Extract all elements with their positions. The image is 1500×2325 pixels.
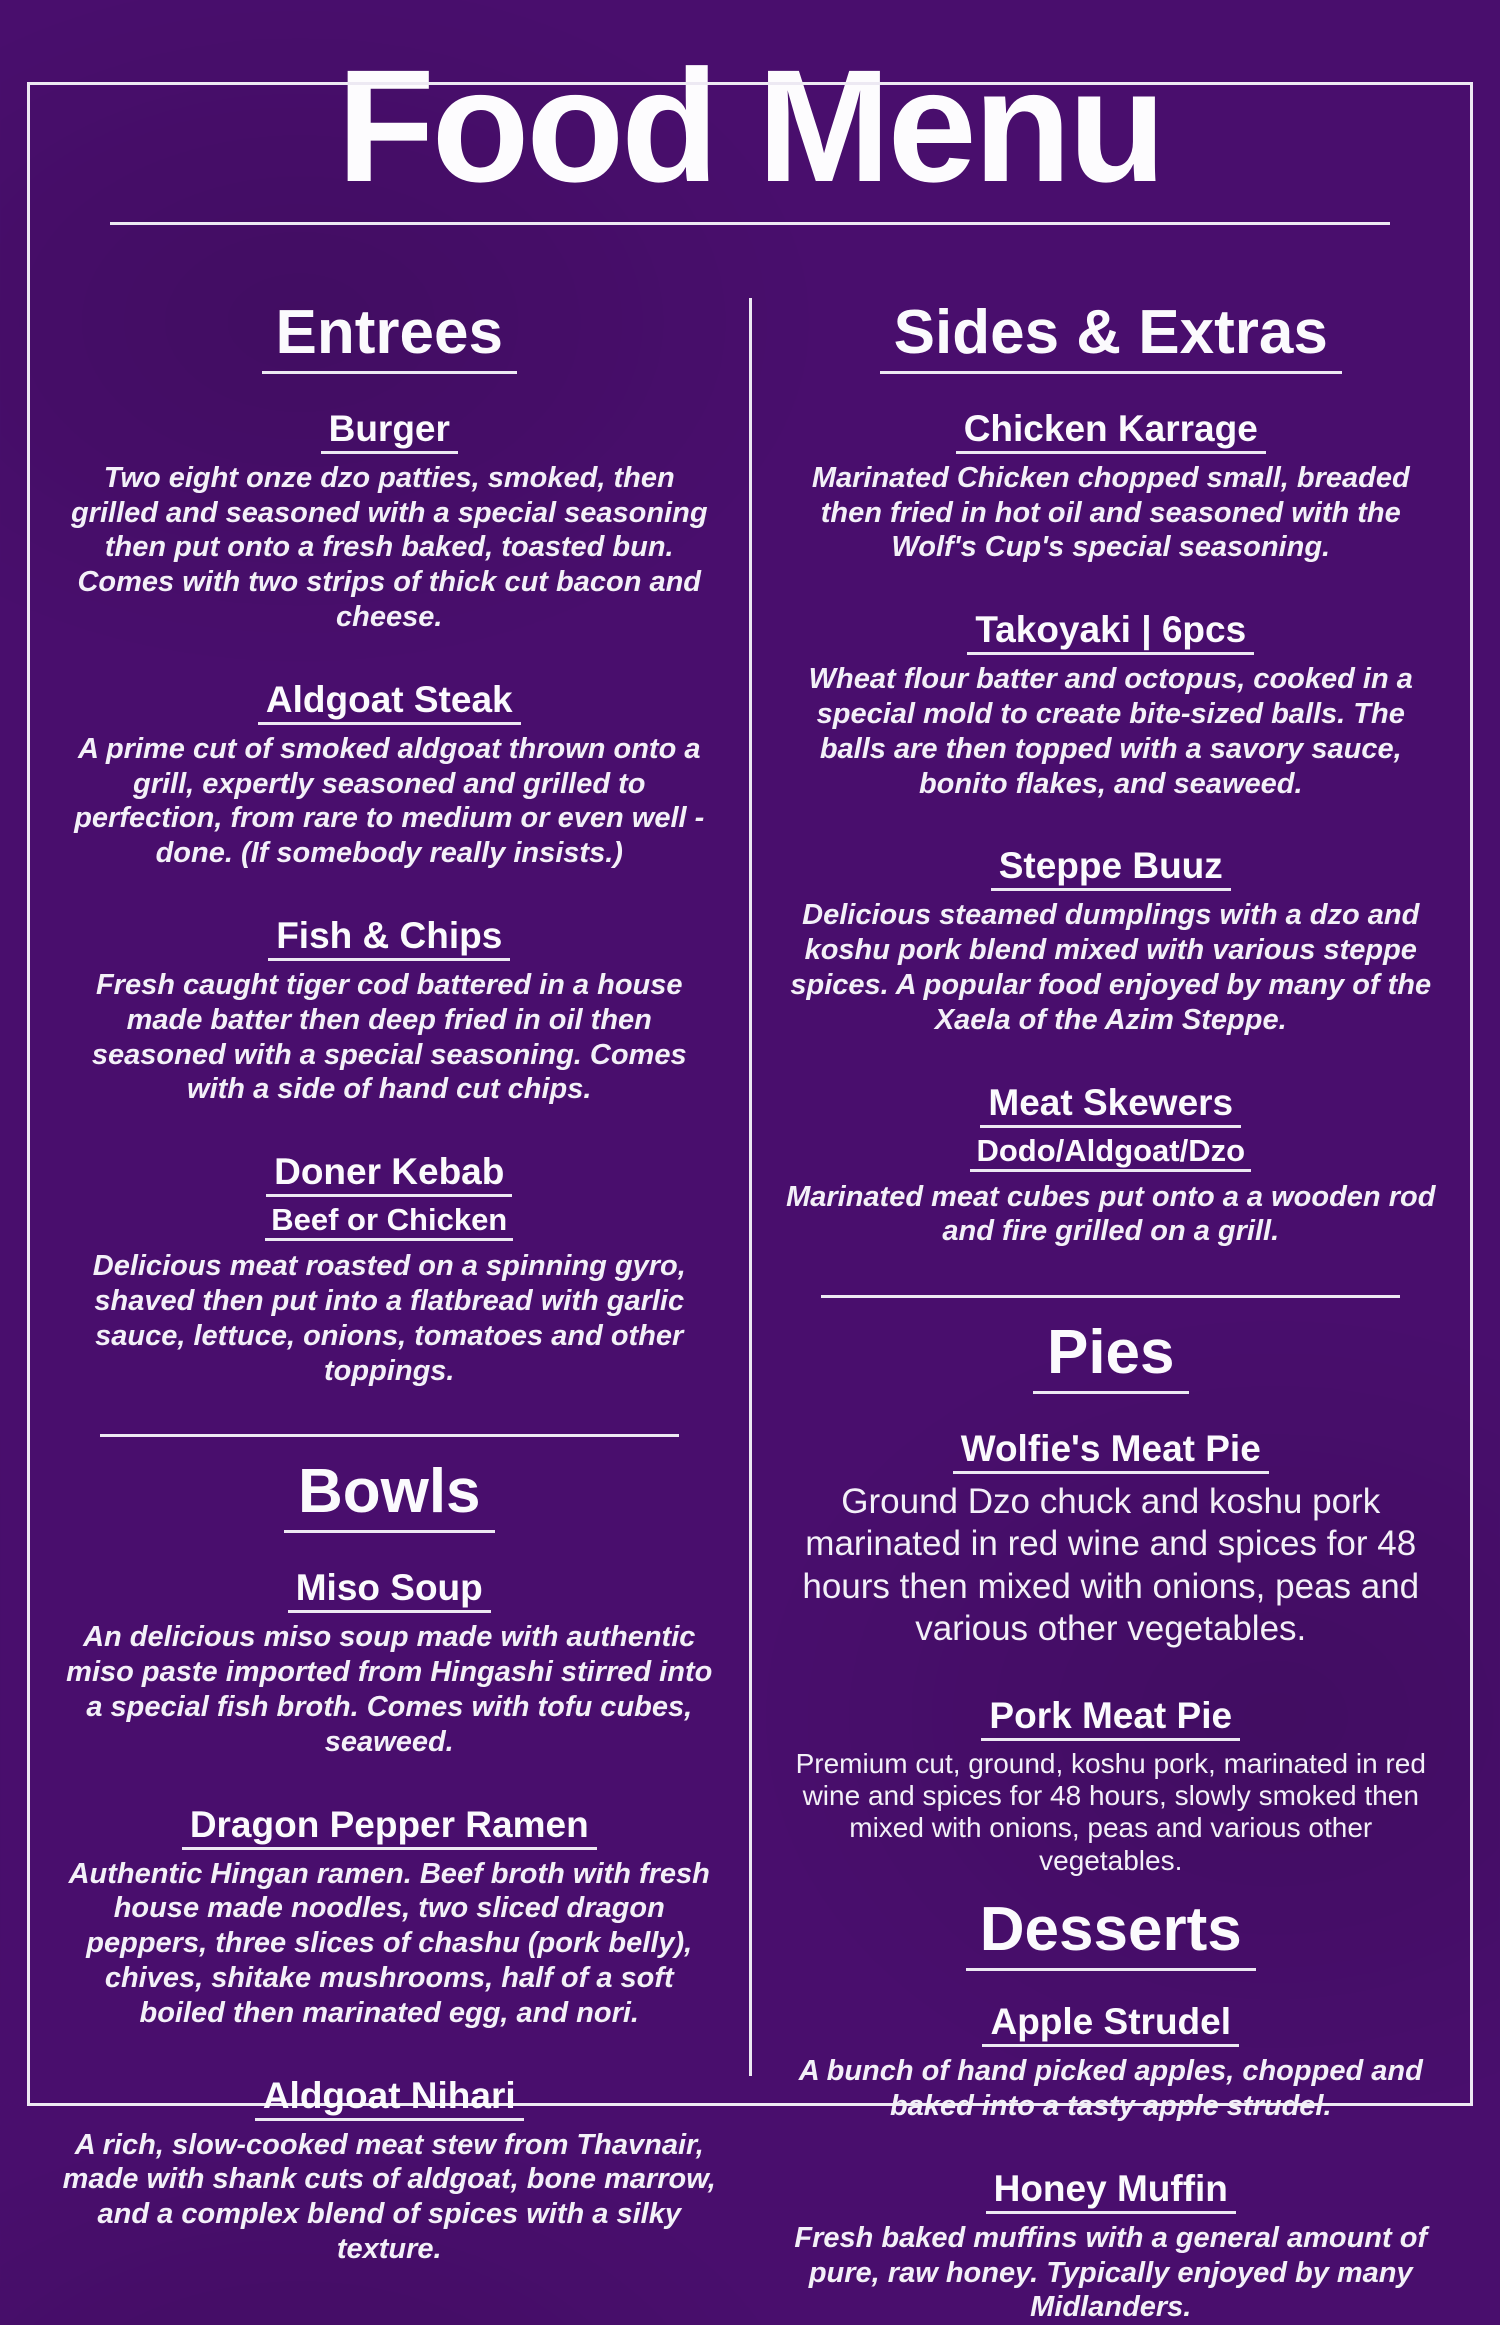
menu-item-name: Takoyaki | 6pcs	[967, 611, 1254, 655]
menu-item-honey-muffin	[782, 2167, 1441, 2325]
menu-item-description: Authentic Hingan ramen. Beef broth with fresh house made noodles, two sliced dragon peppers, three slices of chashu (pork belly), chives, shitake mushrooms, half of a soft boiled then marinated egg, and nori.	[68, 1857, 710, 2029]
menu-item-description: Fresh caught tiger cod battered in a house made batter then deep fried in oil then seasoned with a special seasoning. Comes with a side of hand cut chips.	[91, 969, 687, 1106]
right-column	[752, 298, 1471, 2324]
menu-item-name: Aldgoat Nihari	[255, 2077, 524, 2121]
section-heading-desserts	[782, 1895, 1441, 1971]
menu-item-name: Miso Soup	[288, 1569, 491, 1613]
section-heading-bowls	[60, 1457, 719, 1533]
menu-item-apple-strudel	[782, 2003, 1441, 2124]
menu-item-name: Doner Kebab	[266, 1153, 512, 1197]
menu-item-name: Dragon Pepper Ramen	[182, 1806, 597, 1850]
section-separator	[821, 1295, 1400, 1298]
section-heading-pies	[782, 1318, 1441, 1394]
menu-item-name: Honey Muffin	[986, 2170, 1236, 2214]
section-separator	[100, 1434, 679, 1437]
left-column	[30, 298, 749, 2265]
section-heading-sides-extras-label: Sides & Extras	[880, 304, 1342, 374]
menu-item-description: Ground Dzo chuck and koshu pork marinated in red wine and spices for 48 hours then mixed with onions, peas and various other vegetables.	[802, 1482, 1420, 1649]
menu-item-dragon-pepper-ramen	[60, 1803, 719, 2031]
menu-item-name: Meat Skewers	[980, 1084, 1241, 1128]
section-heading-desserts-label: Desserts	[966, 1901, 1256, 1971]
menu-item-burger	[60, 407, 719, 635]
section-heading-pies-label: Pies	[1033, 1324, 1189, 1394]
menu-item-description: Fresh baked muffins with a general amount of pure, raw honey. Typically enjoyed by many Midlanders.	[794, 2221, 1428, 2324]
section-heading-entrees-label: Entrees	[262, 304, 517, 374]
title-underline	[110, 222, 1390, 225]
menu-title: Food Menu	[336, 36, 1164, 215]
section-heading-bowls-label: Bowls	[284, 1463, 495, 1533]
menu-item-description: Delicious meat roasted on a spinning gyro, shaved then put into a flatbread with garlic sauce, lettuce, onions, tomatoes and other toppings.	[92, 1250, 686, 1387]
menu-item-name: Fish & Chips	[268, 917, 510, 961]
menu-item-doner-kebab	[60, 1153, 719, 1388]
menu-item-name: Wolfie's Meat Pie	[953, 1430, 1269, 1474]
menu-item-name: Steppe Buuz	[991, 847, 1231, 891]
menu-item-aldgoat-steak	[60, 678, 719, 871]
menu-item-description: A bunch of hand picked apples, chopped and baked into a tasty apple strudel.	[798, 2055, 1423, 2123]
section-heading-sides-extras	[782, 298, 1441, 374]
menu-item-steppe-buuz	[782, 847, 1441, 1037]
menu-item-meat-skewers	[782, 1081, 1441, 1250]
menu-item-description: A rich, slow-cooked meat stew from Thavnair, made with shank cuts of aldgoat, bone marrow, and a complex blend of spices with a silky texture.	[62, 2128, 716, 2265]
menu-item-fish-and-chips	[60, 917, 719, 1107]
menu-item-takoyaki	[782, 611, 1441, 801]
menu-item-name: Burger	[321, 410, 458, 454]
menu-item-description: Marinated Chicken chopped small, breaded then fried in hot oil and seasoned with the Wolf's Cup's special seasoning.	[811, 461, 1410, 564]
menu-item-description: Wheat flour batter and octopus, cooked in a special mold to create bite-sized balls. The balls are then topped with a savory sauce, bonito flakes, and seaweed.	[808, 663, 1413, 800]
menu-item-name: Aldgoat Steak	[258, 681, 521, 725]
menu-item-name: Chicken Karrage	[956, 410, 1266, 454]
menu-item-chicken-karrage	[782, 407, 1441, 565]
menu-item-aldgoat-nihari	[60, 2074, 719, 2267]
menu-columns	[30, 298, 1470, 2324]
menu-item-description: Premium cut, ground, koshu pork, marinated in red wine and spices for 48 hours, slowly smoked then mixed with onions, peas and various other vegetables.	[795, 1747, 1426, 1876]
menu-item-wolfies-meat-pie	[782, 1430, 1441, 1650]
section-heading-entrees	[60, 298, 719, 374]
menu-item-name: Apple Strudel	[982, 2003, 1239, 2047]
menu-item-miso-soup	[60, 1569, 719, 1759]
menu-item-description: Two eight onze dzo patties, smoked, then grilled and seasoned with a special seasoning then put onto a fresh baked, toasted bun. Comes with two strips of thick cut bacon and cheese.	[70, 461, 708, 634]
menu-item-name: Pork Meat Pie	[981, 1697, 1240, 1741]
menu-item-description: An delicious miso soup made with authentic miso paste imported from Hingashi stirred into a special fish broth. Comes with tofu cubes, seaweed.	[66, 1621, 713, 1758]
menu-item-description: A prime cut of smoked aldgoat thrown onto a grill, expertly seasoned and grilled to perfection, from rare to medium or even well -done. (If somebody really insists.)	[74, 732, 705, 870]
menu-item-description: Delicious steamed dumplings with a dzo and koshu pork blend mixed with various steppe spices. A popular food enjoyed by many of the Xaela of the Azim Steppe.	[790, 899, 1432, 1036]
menu-item-subtitle: Dodo/Aldgoat/Dzo	[970, 1135, 1251, 1172]
menu-item-description: Marinated meat cubes put onto a a wooden rod and fire grilled on a grill.	[786, 1180, 1436, 1248]
menu-item-subtitle: Beef or Chicken	[265, 1204, 513, 1241]
menu-item-pork-meat-pie	[782, 1694, 1441, 1878]
